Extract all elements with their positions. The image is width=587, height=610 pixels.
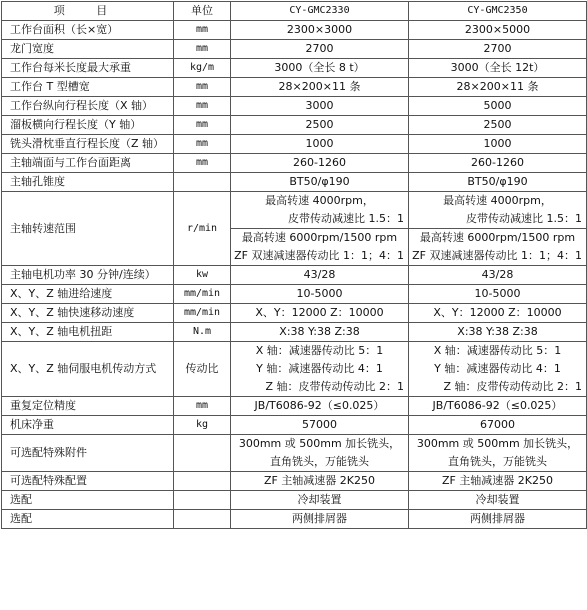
- row-value-b: 260-1260: [409, 154, 587, 173]
- cell-line: 300mm 或 500mm 加长铣头，: [238, 437, 401, 450]
- table-row: [2, 397, 587, 416]
- row-name: 选配: [2, 491, 174, 510]
- servo-value-a: [231, 342, 409, 397]
- row-unit: mm: [174, 97, 231, 116]
- cell-line: 皮带传动减速比 1.5：1: [288, 212, 404, 225]
- row-value-b: 冷却装置: [409, 491, 587, 510]
- table-row: [2, 59, 587, 78]
- row-unit: [174, 173, 231, 192]
- row-value-b: 10-5000: [409, 285, 587, 304]
- row-value-a: 冷却装置: [231, 491, 409, 510]
- table-row: [2, 472, 587, 491]
- row-value-b: X:38 Y:38 Z:38: [409, 323, 587, 342]
- spindle-speed-name: 主轴转速范围: [2, 192, 174, 266]
- servo-row: [2, 342, 587, 397]
- table-row: [2, 416, 587, 435]
- row-value-b: 43/28: [409, 266, 587, 285]
- row-unit: mm: [174, 40, 231, 59]
- row-unit: mm: [174, 21, 231, 40]
- row-unit: mm: [174, 116, 231, 135]
- row-unit: mm: [174, 397, 231, 416]
- table-row: [2, 135, 587, 154]
- row-unit: kw: [174, 266, 231, 285]
- row-name: 龙门宽度: [2, 40, 174, 59]
- row-name: X、Y、Z 轴进给速度: [2, 285, 174, 304]
- cell-line: Z 轴：皮带传动传动比 2：1: [265, 380, 404, 393]
- row-value-b: 3000（全长 12t）: [409, 59, 587, 78]
- row-name: 主轴端面与工作台面距离: [2, 154, 174, 173]
- spec-table-container: [1, 1, 587, 529]
- row-value-a: X、Y：12000 Z：10000: [231, 304, 409, 323]
- row-value-b: BT50/φ190: [409, 173, 587, 192]
- accessories-value-b: [409, 435, 587, 472]
- table-row: [2, 266, 587, 285]
- row-value-b: 2300×5000: [409, 21, 587, 40]
- table-row: [2, 323, 587, 342]
- table-row: [2, 304, 587, 323]
- table-row: [2, 173, 587, 192]
- row-unit: kg: [174, 416, 231, 435]
- row-name: 主轴电机功率 30 分钟/连续）: [2, 266, 174, 285]
- cell-line: 最高转速 6000rpm/1500 rpm: [241, 231, 398, 244]
- row-name: 工作台 T 型槽宽: [2, 78, 174, 97]
- table-row: [2, 116, 587, 135]
- row-value-b: 1000: [409, 135, 587, 154]
- spindle-speed-b2: [409, 229, 587, 266]
- row-value-a: 2300×3000: [231, 21, 409, 40]
- table-row: [2, 40, 587, 59]
- header-item: 项 目: [2, 2, 174, 21]
- row-value-b: 28×200×11 条: [409, 78, 587, 97]
- row-value-b: ZF 主轴减速器 2K250: [409, 472, 587, 491]
- row-value-a: 3000: [231, 97, 409, 116]
- row-unit: mm: [174, 78, 231, 97]
- row-name: 铣头滑枕垂直行程长度（Z 轴）: [2, 135, 174, 154]
- header-unit: 单位: [174, 2, 231, 21]
- accessories-row: [2, 435, 587, 472]
- header-row: [2, 2, 587, 21]
- table-row: [2, 510, 587, 529]
- row-unit: kg/m: [174, 59, 231, 78]
- table-row: [2, 97, 587, 116]
- row-value-b: JB/T6086-92（≤0.025）: [409, 397, 587, 416]
- row-unit: [174, 472, 231, 491]
- accessories-name: 可选配特殊附件: [2, 435, 174, 472]
- row-value-b: 67000: [409, 416, 587, 435]
- spindle-speed-row: [2, 192, 587, 229]
- row-value-a: 10-5000: [231, 285, 409, 304]
- header-model-b: CY-GMC2350: [409, 2, 587, 21]
- row-value-a: 3000（全长 8 t）: [231, 59, 409, 78]
- servo-value-b: [409, 342, 587, 397]
- row-name: 工作台纵向行程长度（X 轴）: [2, 97, 174, 116]
- cell-line: 直角铣头，万能铣头: [448, 455, 547, 468]
- row-name: 重复定位精度: [2, 397, 174, 416]
- cell-line: 300mm 或 500mm 加长铣头，: [416, 437, 579, 450]
- servo-unit: 传动比: [174, 342, 231, 397]
- row-value-a: 260-1260: [231, 154, 409, 173]
- row-value-a: 2500: [231, 116, 409, 135]
- spindle-speed-a1: [231, 192, 409, 229]
- spindle-speed-a2: [231, 229, 409, 266]
- spindle-speed-unit: r/min: [174, 192, 231, 266]
- row-value-a: 两侧排屑器: [231, 510, 409, 529]
- cell-line: ZF 双速减速器传动比 1：1；4：1: [234, 249, 404, 262]
- row-value-a: X:38 Y:38 Z:38: [231, 323, 409, 342]
- spec-table: [1, 1, 587, 529]
- cell-line: X 轴：减速器传动比 5：1: [255, 344, 384, 357]
- cell-line: X 轴：减速器传动比 5：1: [433, 344, 562, 357]
- row-unit: mm: [174, 135, 231, 154]
- cell-line: Y 轴：减速器传动比 4：1: [434, 362, 561, 375]
- row-name: 机床净重: [2, 416, 174, 435]
- row-name: 选配: [2, 510, 174, 529]
- row-value-a: 43/28: [231, 266, 409, 285]
- header-model-a: CY-GMC2330: [231, 2, 409, 21]
- row-unit: N.m: [174, 323, 231, 342]
- accessories-unit: [174, 435, 231, 472]
- row-name: 溜板横向行程长度（Y 轴）: [2, 116, 174, 135]
- spindle-speed-b1: [409, 192, 587, 229]
- row-value-a: 2700: [231, 40, 409, 59]
- row-value-a: BT50/φ190: [231, 173, 409, 192]
- row-value-b: 2700: [409, 40, 587, 59]
- row-name: 工作台每米长度最大承重: [2, 59, 174, 78]
- table-row: [2, 78, 587, 97]
- servo-name: X、Y、Z 轴伺服电机传动方式: [2, 342, 174, 397]
- row-unit: [174, 510, 231, 529]
- row-name: X、Y、Z 轴电机扭距: [2, 323, 174, 342]
- row-name: 可选配特殊配置: [2, 472, 174, 491]
- row-value-a: JB/T6086-92（≤0.025）: [231, 397, 409, 416]
- row-value-a: 57000: [231, 416, 409, 435]
- row-value-b: 两侧排屑器: [409, 510, 587, 529]
- row-unit: mm/min: [174, 304, 231, 323]
- row-name: 主轴孔锥度: [2, 173, 174, 192]
- row-value-b: 5000: [409, 97, 587, 116]
- row-value-a: 28×200×11 条: [231, 78, 409, 97]
- cell-line: Z 轴：皮带传动传动比 2：1: [443, 380, 582, 393]
- cell-line: 最高转速 6000rpm/1500 rpm: [419, 231, 576, 244]
- row-unit: [174, 491, 231, 510]
- cell-line: 最高转速 4000rpm，: [265, 194, 374, 207]
- table-row: [2, 21, 587, 40]
- table-row: [2, 285, 587, 304]
- cell-line: 皮带传动减速比 1.5：1: [466, 212, 582, 225]
- row-value-a: 1000: [231, 135, 409, 154]
- row-name: X、Y、Z 轴快速移动速度: [2, 304, 174, 323]
- table-row: [2, 154, 587, 173]
- row-value-a: ZF 主轴减速器 2K250: [231, 472, 409, 491]
- row-unit: mm: [174, 154, 231, 173]
- cell-line: Y 轴：减速器传动比 4：1: [256, 362, 383, 375]
- accessories-value-a: [231, 435, 409, 472]
- row-name: 工作台面积（长×宽）: [2, 21, 174, 40]
- cell-line: ZF 双速减速器传动比 1：1；4：1: [412, 249, 582, 262]
- row-unit: mm/min: [174, 285, 231, 304]
- row-value-b: 2500: [409, 116, 587, 135]
- cell-line: 直角铣头，万能铣头: [270, 455, 369, 468]
- table-row: [2, 491, 587, 510]
- row-value-b: X、Y：12000 Z：10000: [409, 304, 587, 323]
- cell-line: 最高转速 4000rpm，: [443, 194, 552, 207]
